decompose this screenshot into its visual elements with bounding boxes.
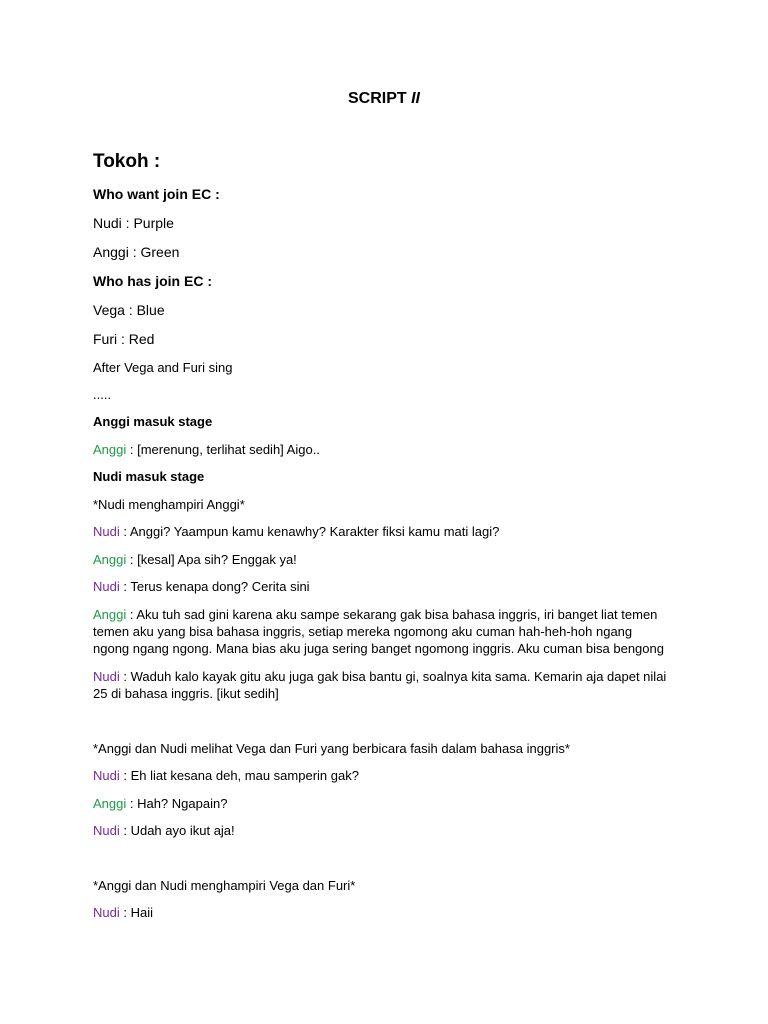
document-title [0, 89, 768, 109]
dialogue-line [93, 795, 668, 812]
dialogue-text: : [merenung, terlihat sedih] Aigo.. [126, 442, 320, 457]
dialogue-line [93, 523, 668, 540]
dialogue-text: : Terus kenapa dong? Cerita sini [119, 579, 310, 594]
cast-line-furi: Furi : Red [93, 331, 155, 347]
dialogue-text: : [kesal] Apa sih? Enggak ya! [126, 552, 297, 567]
speaker-name: Anggi [93, 796, 127, 811]
action-line: *Anggi dan Nudi melihat Vega dan Furi yang berbicara fasih dalam bahasa inggris* [93, 741, 570, 756]
dialogue-text: : Anggi? Yaampun kamu kenawhy? Karakter fiksi kamu mati lagi? [119, 524, 500, 539]
speaker-name: Nudi [93, 524, 120, 539]
title-text: SCRIPT [347, 90, 407, 107]
cast-line-nudi: Nudi : Purple [93, 215, 174, 231]
stage-direction: Nudi masuk stage [93, 469, 205, 484]
speaker-name: Nudi [93, 768, 120, 783]
dialogue-line [93, 551, 668, 568]
speaker-name: Anggi [93, 552, 127, 567]
dialogue-line [93, 904, 668, 921]
dialogue-line [93, 441, 668, 458]
speaker-name: Nudi [93, 669, 120, 684]
characters-heading: Tokoh : [93, 151, 161, 172]
dialogue-text: : Aku tuh sad gini karena aku sampe sekarang gak bisa bahasa inggris, iri banget liat temen temen aku yang bisa bahasa inggris, setiap mereka ngomong aku cuman hah-heh-hoh ngang ngong ngang ngong. Mana bias aku juga sering banget ngomong inggris. Aku cuman bisa bengong [93, 607, 664, 656]
dialogue-line [93, 668, 668, 702]
speaker-name: Anggi [93, 442, 127, 457]
cast-line-vega: Vega : Blue [93, 302, 165, 318]
dialogue-text: : Udah ayo ikut aja! [119, 823, 235, 838]
intro-line: After Vega and Furi sing [93, 360, 233, 375]
cast-line-anggi: Anggi : Green [93, 244, 180, 260]
speaker-name: Anggi [93, 607, 127, 622]
dialogue-line [93, 606, 668, 657]
has-join-heading: Who has join EC : [93, 273, 212, 289]
want-join-heading: Who want join EC : [93, 186, 220, 202]
dialogue-text: : Waduh kalo kayak gitu aku juga gak bisa bantu gi, soalnya kita sama. Kemarin aja dapet nilai 25 di bahasa inggris. [ikut sedih] [93, 669, 667, 701]
dialogue-line [93, 578, 668, 595]
stage-direction: Anggi masuk stage [93, 414, 213, 429]
dialogue-line [93, 767, 668, 784]
dialogue-text: : Hah? Ngapain? [126, 796, 228, 811]
action-line: *Anggi dan Nudi menghampiri Vega dan Furi* [93, 878, 356, 893]
dialogue-text: : Eh liat kesana deh, mau samperin gak? [119, 768, 359, 783]
action-line: *Nudi menghampiri Anggi* [93, 497, 245, 512]
dialogue-text: : Haii [119, 905, 153, 920]
dialogue-line [93, 822, 668, 839]
speaker-name: Nudi [93, 823, 120, 838]
speaker-name: Nudi [93, 905, 120, 920]
speaker-name: Nudi [93, 579, 120, 594]
ellipsis-line: ..... [93, 387, 112, 402]
title-number: II [411, 90, 420, 107]
